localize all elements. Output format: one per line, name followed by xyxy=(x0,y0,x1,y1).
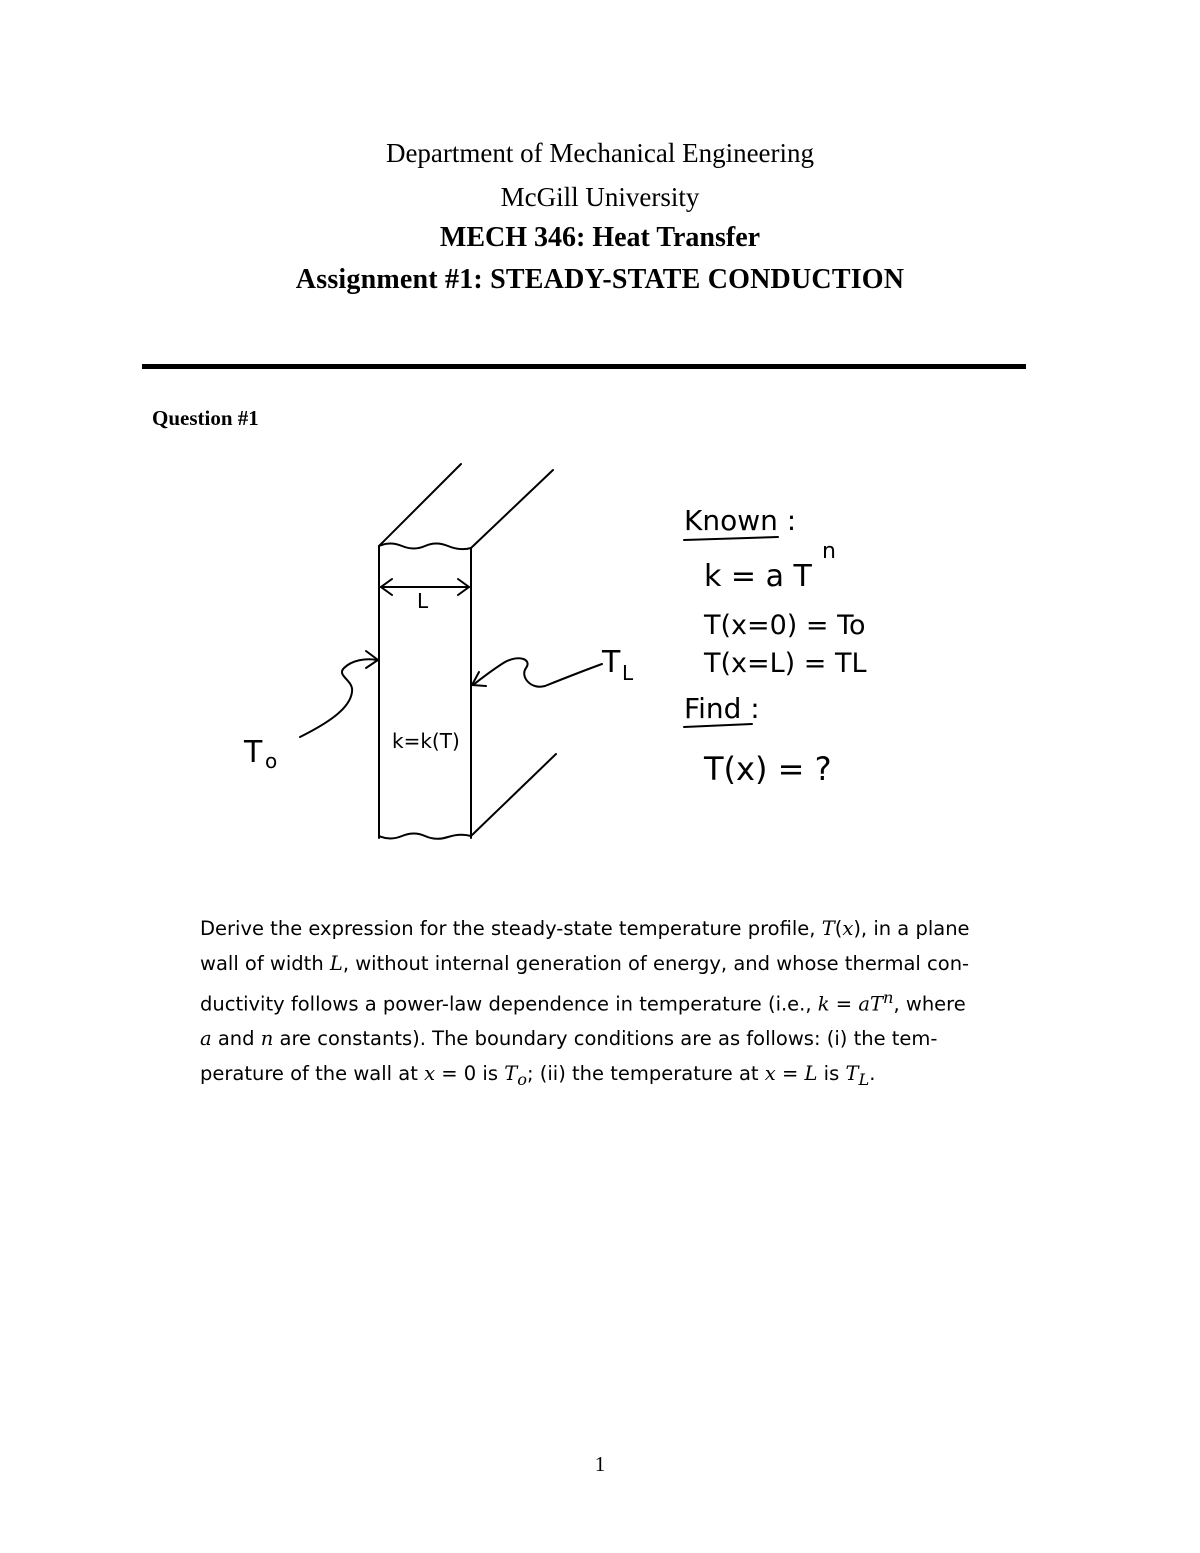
problem-line-2: wall of width L, without internal generation of energy, and whose thermal con- xyxy=(200,951,970,975)
perspective-line-top-left xyxy=(379,464,461,546)
wall-top-edge xyxy=(379,544,471,550)
right-temp-arrow xyxy=(473,658,602,686)
question-label: Question #1 xyxy=(152,406,259,430)
wall-conductivity-label: k=k(T) xyxy=(392,729,460,753)
width-label: L xyxy=(417,589,429,613)
find-heading: Find : xyxy=(684,692,760,725)
wall-bottom-edge xyxy=(379,834,471,839)
horizontal-rule xyxy=(142,364,1026,369)
perspective-line-top-right xyxy=(471,470,553,548)
wall-sketch-figure xyxy=(0,440,1200,880)
problem-statement xyxy=(200,912,992,1097)
known-eq-conductivity-exp: n xyxy=(822,539,836,564)
known-eq-conductivity: k = a T xyxy=(704,559,812,594)
problem-line-4: a and n are constants). The boundary conditions are as follows: (i) the tem- xyxy=(200,1027,938,1050)
right-temp-sub: L xyxy=(622,661,634,685)
left-temp-arrow xyxy=(300,659,377,737)
left-temp-sub: o xyxy=(265,749,278,773)
known-underline xyxy=(684,537,778,540)
course-title: MECH 346: Heat Transfer xyxy=(439,222,761,253)
right-temp-label: T xyxy=(602,645,621,680)
page-number: 1 xyxy=(594,1452,606,1476)
assignment-title: Assignment #1: STEADY-STATE CONDUCTION xyxy=(295,264,905,295)
problem-line-1: Derive the expression for the steady-state temperature profile, T(x), in a plane xyxy=(200,917,970,940)
known-eq-bc1: T(x=0) = To xyxy=(704,610,866,641)
known-eq-bc2: T(x=L) = TL xyxy=(704,648,867,679)
problem-line-3: ductivity follows a power-law dependence in temperature (i.e., $k = aT^n$, where xyxy=(200,988,966,1016)
perspective-line-bottom-right xyxy=(471,754,556,836)
find-eq: T(x) = ? xyxy=(704,750,832,788)
left-temp-label: T xyxy=(244,735,263,770)
department-name: Department of Mechanical Engineering xyxy=(385,138,815,168)
known-heading: Known : xyxy=(684,504,797,537)
problem-line-5: perature of the wall at x = 0 is $T_o$; (ii) the temperature at x = L is $T_L$. xyxy=(200,1061,876,1089)
university-name: McGill University xyxy=(500,182,700,212)
